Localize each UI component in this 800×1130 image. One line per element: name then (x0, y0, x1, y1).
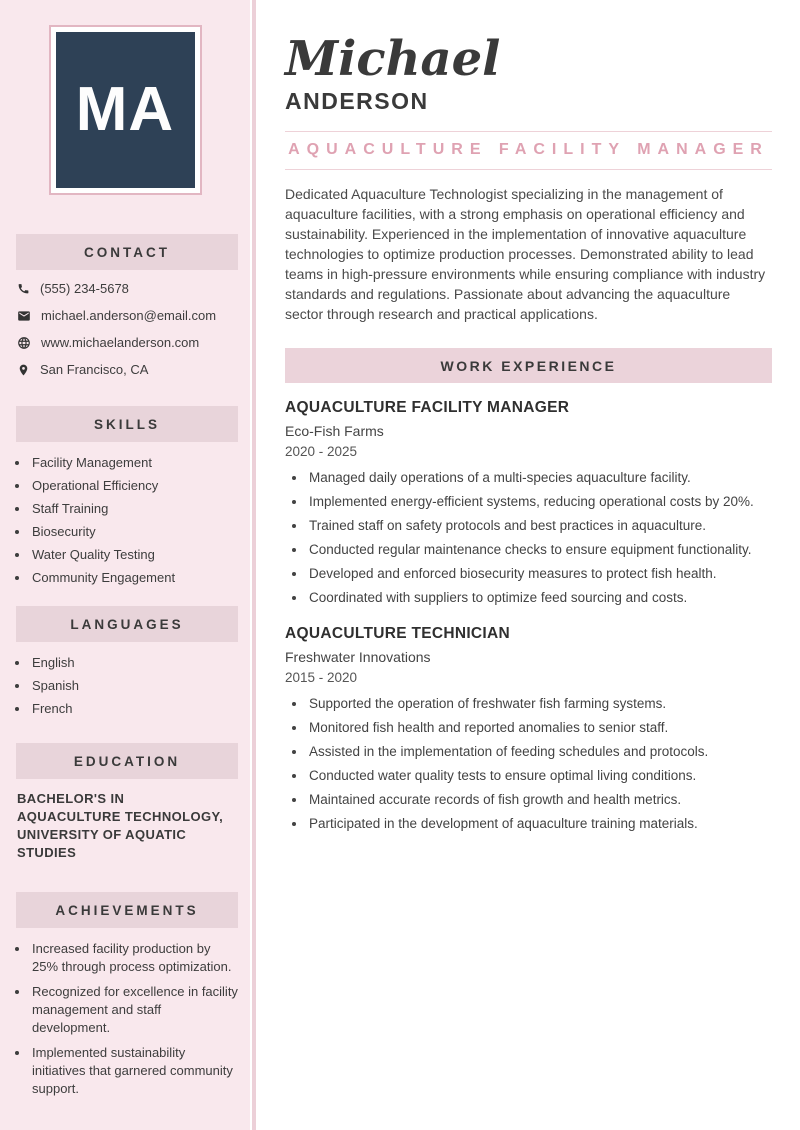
skill-item: • Operational Efficiency (30, 477, 238, 494)
education-section-header (16, 743, 238, 779)
monogram-initials: MA (75, 75, 175, 144)
phone-text: (555) 234-5678 (40, 281, 129, 296)
job-bullet: • Developed and enforced biosecurity measures to protect fish health. (307, 564, 772, 583)
location-icon (17, 363, 30, 377)
job-bullet-list (285, 468, 772, 607)
skill-item: • Facility Management (30, 454, 238, 471)
skill-item: • Biosecurity (30, 523, 238, 540)
job-entry (285, 625, 772, 833)
languages-title: LANGUAGES (70, 616, 184, 632)
contact-row-email (17, 307, 236, 324)
job-bullet: • Trained staff on safety protocols and best practices in aquaculture. (307, 516, 772, 535)
job-title: AQUACULTURE FACILITY MANAGER (285, 399, 570, 416)
contact-row-phone (17, 280, 236, 297)
languages-list (16, 654, 238, 717)
language-item: • French (30, 700, 238, 717)
job-bullet-list (285, 694, 772, 833)
skill-item: • Water Quality Testing (30, 546, 238, 563)
job-title: AQUACULTURE TECHNICIAN (285, 625, 511, 642)
work-experience-title: WORK EXPERIENCE (440, 357, 617, 374)
work-experience-header (285, 348, 772, 383)
achievements-title: ACHIEVEMENTS (55, 902, 199, 918)
education-title: EDUCATION (73, 753, 181, 769)
skill-item: • Staff Training (30, 500, 238, 517)
job-bullet: • Supported the operation of freshwater fish farming systems. (307, 694, 772, 713)
language-item: • English (30, 654, 238, 671)
avatar-inner (56, 32, 195, 188)
sidebar (0, 0, 250, 1130)
achievements-list (16, 940, 238, 1098)
job-bullet: • Conducted regular maintenance checks to ensure equipment functionality. (307, 540, 772, 559)
job-bullet: • Implemented energy-efficient systems, reducing operational costs by 20%. (307, 492, 772, 511)
job-dates: 2015 - 2020 (285, 670, 358, 685)
skill-item: • Community Engagement (30, 569, 238, 586)
globe-icon (17, 336, 31, 350)
last-name: ANDERSON (285, 88, 429, 114)
skills-title: SKILLS (93, 416, 160, 432)
phone-icon (17, 282, 30, 295)
job-entry (285, 399, 772, 607)
contact-list (17, 280, 236, 378)
job-company: Eco-Fish Farms (285, 423, 384, 439)
achievement-item: • Implemented sustainability initiatives that garnered community support. (30, 1044, 238, 1098)
profile-summary: Dedicated Aquaculture Technologist specializing in the management of aquaculture facilities, with a strong emphasis on operational efficiency and sustainability. Experienced in the implementation of innovative aquaculture technologies to optimize production processes. Demonstrated ability to lead teams in high-pressure environments while ensuring compliance with industry standards and regulations. Passionate about advancing the aquaculture sector through research and practical applications. (285, 186, 766, 322)
job-bullet: • Assisted in the implementation of feeding schedules and protocols. (307, 742, 772, 761)
job-bullet: • Maintained accurate records of fish growth and health metrics. (307, 790, 772, 809)
contact-section-header (16, 234, 238, 270)
divider-line-bottom (285, 169, 772, 170)
contact-row-website (17, 334, 236, 351)
role-title: AQUACULTURE FACILITY MANAGER (288, 141, 769, 158)
location-text: San Francisco, CA (40, 362, 149, 377)
email-text: michael.anderson@email.com (41, 308, 217, 323)
avatar (49, 25, 202, 195)
achievements-section-header (16, 892, 238, 928)
sidebar-divider-line (252, 0, 256, 1130)
job-company: Freshwater Innovations (285, 649, 431, 665)
skills-list (16, 454, 238, 586)
achievement-item: • Increased facility production by 25% through process optimization. (30, 940, 238, 976)
language-item: • Spanish (30, 677, 238, 694)
contact-title: CONTACT (84, 244, 170, 260)
job-bullet: • Participated in the development of aquaculture training materials. (307, 814, 772, 833)
job-bullet: • Managed daily operations of a multi-species aquaculture facility. (307, 468, 772, 487)
job-bullet: • Conducted water quality tests to ensure optimal living conditions. (307, 766, 772, 785)
main-column (257, 0, 800, 1130)
achievement-item: • Recognized for excellence in facility management and staff development. (30, 983, 238, 1037)
job-dates: 2020 - 2025 (285, 444, 358, 459)
divider-line-top (285, 131, 772, 132)
job-bullet: • Coordinated with suppliers to optimize feed sourcing and costs. (307, 588, 772, 607)
education-degree: BACHELOR'S IN AQUACULTURE TECHNOLOGY, UNIVERSITY OF AQUATIC STUDIES (17, 791, 224, 860)
first-name: Michael (285, 31, 501, 87)
skills-section-header (16, 406, 238, 442)
mail-icon (17, 309, 31, 323)
website-text: www.michaelanderson.com (41, 335, 200, 350)
job-bullet: • Monitored fish health and reported anomalies to senior staff. (307, 718, 772, 737)
languages-section-header (16, 606, 238, 642)
contact-row-location (17, 361, 236, 378)
